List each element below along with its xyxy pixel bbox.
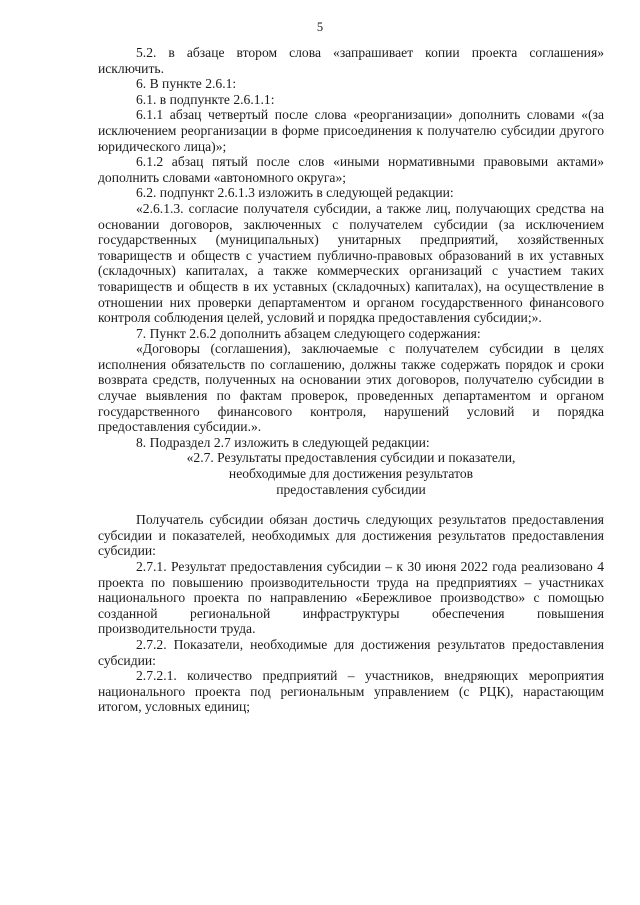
paragraph: 6.1.1 абзац четвертый после слова «реорганизации» дополнить словами «(за исключением реорганизации в форме присоединения к получателю субсидии другого юридического лица)»;	[98, 107, 604, 154]
section-heading-line: предоставления субсидии	[276, 481, 426, 497]
section-heading-line: «2.7. Результаты предоставления субсидии и показатели,	[186, 450, 516, 466]
paragraph: «2.6.1.3. согласие получателя субсидии, а также лиц, получающих средства на основании договоров, заключенных с получателем субсидии (за исключением государственных (муниципальных) унитарных предприятий, хозяйственных товариществ и обществ с участием публично-правовых образований в их уставных (складочных) капиталах, а также коммерческих организаций с участием таких товариществ и обществ в их уставных (складочных) капиталах), на осуществление в отношении них проверки департаментом и органом государственного финансового контроля соблюдения целей, условий и порядка предоставления субсидии;».	[98, 200, 604, 326]
paragraph: 2.7.1. Результат предоставления субсидии – к 30 июня 2022 года реализовано 4 проекта по повышению производительности труда на предприятиях – участниках национального проекта по направлению «Бережливое производство» с помощью созданной региональной инфраструктуры обеспечения повышения производительности труда.	[98, 559, 604, 637]
document-body	[98, 45, 604, 715]
paragraph: 2.7.2. Показатели, необходимые для достижения результатов предоставления субсидии:	[98, 636, 604, 668]
paragraph: 6.1.2 абзац пятый после слов «иными нормативными правовыми актами» дополнить словами «автономного округа»;	[98, 154, 604, 185]
paragraph: 6.1. в подпункте 2.6.1.1:	[136, 91, 275, 107]
paragraph: Получатель субсидии обязан достичь следующих результатов предоставления субсидии и показателей, необходимых для достижения результатов предоставления субсидии:	[98, 512, 604, 559]
paragraph: «Договоры (соглашения), заключаемые с получателем субсидии в целях исполнения обязательств по соглашению, должны также содержать порядок и сроки возврата средств, полученных на основании этих договоров, получателю субсидии в случае выявления по фактам проверок, проведенных департаментом и органом государственного финансового контроля, нарушений условий и порядка предоставления субсидии.».	[98, 341, 604, 435]
paragraph: 2.7.2.1. количество предприятий – участников, внедряющих мероприятия национального проекта под региональным управлением (с РЦК), нарастающим итогом, условных единиц;	[98, 668, 604, 715]
paragraph: 7. Пункт 2.6.2 дополнить абзацем следующего содержания:	[136, 325, 481, 341]
paragraph: 6. В пункте 2.6.1:	[136, 76, 237, 92]
page-number: 5	[316, 20, 324, 34]
paragraph: 6.2. подпункт 2.6.1.3 изложить в следующей редакции:	[136, 185, 454, 201]
paragraph: 5.2. в абзаце втором слова «запрашивает копии проекта соглашения» исключить.	[98, 45, 604, 76]
section-heading-line: необходимые для достижения результатов	[228, 466, 474, 482]
paragraph: 8. Подраздел 2.7 изложить в следующей редакции:	[136, 434, 430, 450]
